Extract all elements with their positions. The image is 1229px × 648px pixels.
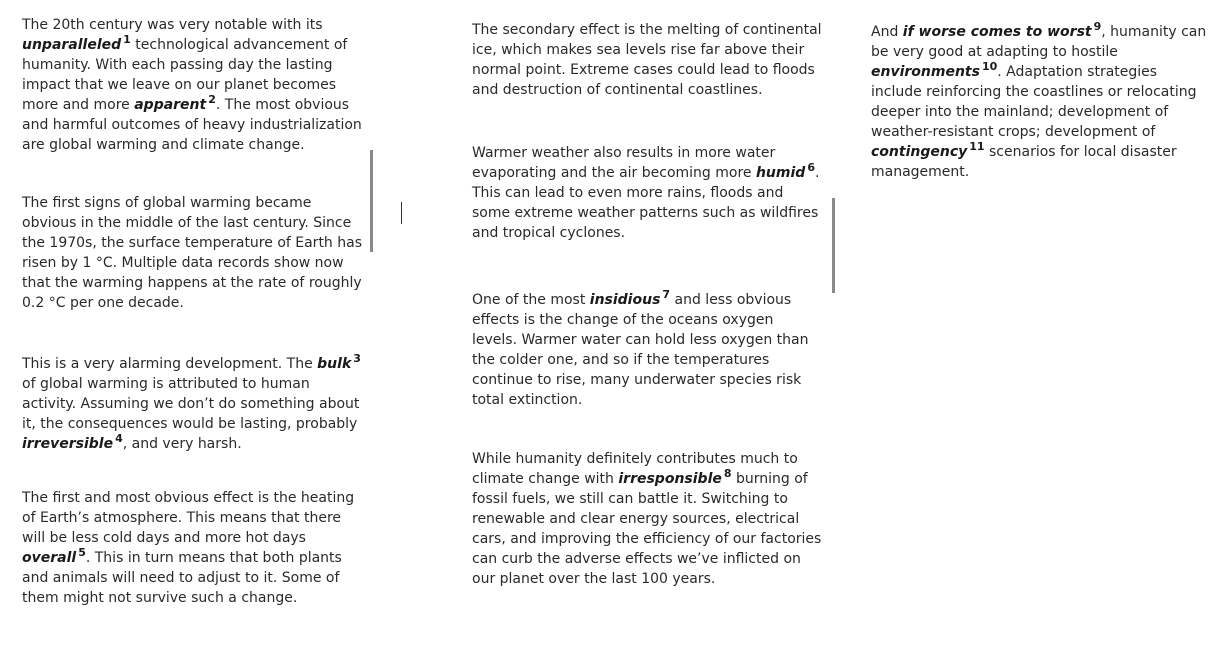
paragraph-text: The first and most obvious effect is the heating of Earth’s atmosphere. This means that there will be less cold days and more hot days xyxy=(22,490,355,546)
paragraph xyxy=(22,488,367,608)
paragraph-text: The first signs of global warming became obvious in the middle of the last century. Since the 1970s, the surface temperature of Earth has risen by 1 °C. Multiple data records show now that the warming happens at the rate of roughly 0.2 °C per one decade. xyxy=(22,195,362,311)
footnote-number[interactable]: 4 xyxy=(115,432,123,446)
footnote-number[interactable]: 6 xyxy=(807,161,815,175)
paragraph-text: . The most obvious and harmful outcomes of heavy industrialization are global warming and climate change. xyxy=(22,97,362,153)
vocabulary-word[interactable]: apparent xyxy=(134,97,207,113)
paragraph-text: While humanity definitely contributes much to climate change with xyxy=(472,451,798,487)
paragraph-text: of global warming is attributed to human activity. Assuming we don’t do something about it, the consequences would be lasting, probably xyxy=(22,376,360,432)
paragraph xyxy=(472,449,822,589)
footnote-number[interactable]: 7 xyxy=(662,288,671,302)
paragraph xyxy=(472,143,822,243)
paragraph-text: Warmer weather also results in more water evaporating and the air becoming more xyxy=(472,145,776,181)
paragraph xyxy=(22,15,367,155)
vocabulary-word[interactable]: unparalleled xyxy=(22,37,122,53)
paragraph-text: . This in turn means that both plants and animals will need to adjust to it. Some of them might not survive such a change. xyxy=(22,550,342,606)
vocabulary-word[interactable]: overall xyxy=(22,550,77,566)
paragraph xyxy=(22,354,367,454)
vocabulary-word[interactable]: contingency xyxy=(871,144,968,160)
vocabulary-word[interactable]: bulk xyxy=(317,356,352,372)
paragraph-text: The secondary effect is the melting of continental ice, which makes sea levels rise far above their normal point. Extreme cases could lead to floods and destruction of continental coastlines. xyxy=(472,22,822,98)
paragraph xyxy=(472,290,822,410)
vocabulary-word[interactable]: humid xyxy=(755,165,806,181)
paragraph-text: scenarios for local disaster management. xyxy=(871,144,1177,180)
footnote-number[interactable]: 8 xyxy=(723,467,732,481)
paragraph-text: And xyxy=(871,24,903,40)
text-cursor xyxy=(401,202,402,224)
footnote-number[interactable]: 2 xyxy=(208,93,216,107)
vocabulary-word[interactable]: if worse comes to worst xyxy=(902,24,1092,40)
paragraph-text: technological advancement of humanity. With each passing day the lasting impact that we leave on our planet becomes more and more xyxy=(22,37,348,113)
paragraph xyxy=(22,193,367,313)
paragraph xyxy=(472,20,822,100)
vocabulary-word[interactable]: irreversible xyxy=(22,436,114,452)
column-1-scrollbar[interactable] xyxy=(370,150,373,252)
paragraph-text: The 20th century was very notable with its xyxy=(22,17,323,33)
paragraph-text: . This can lead to even more rains, floods and some extreme weather patterns such as wildfires and tropical cyclones. xyxy=(472,165,820,241)
footnote-number[interactable]: 9 xyxy=(1093,20,1102,34)
footnote-number[interactable]: 1 xyxy=(123,33,131,47)
footnote-number[interactable]: 3 xyxy=(353,352,361,366)
vocabulary-word[interactable]: insidious xyxy=(589,292,661,308)
paragraph-text: and less obvious effects is the change of the oceans oxygen levels. Warmer water can hold less oxygen than the colder one, and so if the temperatures continue to rise, many underwater species risk total extinction. xyxy=(472,292,809,408)
paragraph xyxy=(871,22,1211,182)
vocabulary-word[interactable]: irresponsible xyxy=(618,471,722,487)
footnote-number[interactable]: 5 xyxy=(78,546,86,560)
paragraph-text: , humanity can be very good at adapting to hostile xyxy=(871,24,1207,60)
paragraph-text: This is a very alarming development. The xyxy=(22,356,318,372)
paragraph-text: burning of fossil fuels, we still can battle it. Switching to renewable and clear energy sources, electrical cars, and improving the efficiency of our factories can curb the adverse effects we’ve inflicted on our planet over the last 100 years. xyxy=(472,471,822,587)
vocabulary-word[interactable]: environments xyxy=(871,64,980,80)
footnote-number[interactable]: 10 xyxy=(981,60,998,74)
column-2-scrollbar[interactable] xyxy=(832,198,835,293)
paragraph-text: , and very harsh. xyxy=(122,436,242,452)
paragraph-text: One of the most xyxy=(472,292,590,308)
footnote-number[interactable]: 11 xyxy=(969,140,985,154)
paragraph-text: . Adaptation strategies include reinforcing the coastlines or relocating deeper into the mainland; development of weather-resistant crops; development of xyxy=(871,64,1197,140)
